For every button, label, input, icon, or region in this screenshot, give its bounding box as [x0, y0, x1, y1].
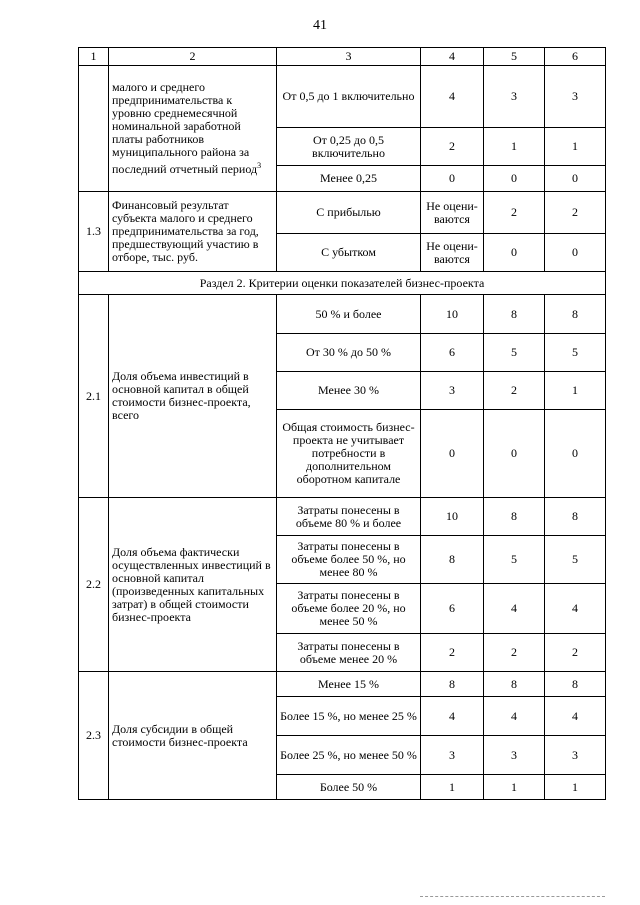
table-row	[79, 66, 606, 128]
score-cell: 2	[484, 192, 545, 234]
score-cell: 8	[545, 498, 606, 536]
condition-cell: Затраты понесены в объеме более 50 %, но менее 80 %	[277, 536, 421, 584]
condition-cell: Затраты понесены в объеме менее 20 %	[277, 634, 421, 672]
score-cell: 1	[545, 128, 606, 166]
section-row	[79, 272, 606, 295]
score-cell: 2	[545, 192, 606, 234]
footnote-mark: 3	[257, 161, 262, 170]
score-cell: 10	[421, 498, 484, 536]
score-cell: 3	[484, 736, 545, 775]
score-cell: 0	[421, 410, 484, 498]
condition-cell: 50 % и более	[277, 295, 421, 334]
score-cell: 6	[421, 334, 484, 372]
condition-cell: От 0,25 до 0,5 включительно	[277, 128, 421, 166]
condition-cell: Более 15 %, но менее 25 %	[277, 697, 421, 736]
page-number: 41	[313, 18, 327, 33]
score-cell: 0	[545, 410, 606, 498]
score-cell: 8	[545, 295, 606, 334]
condition-cell: Менее 0,25	[277, 166, 421, 192]
condition-cell: Более 50 %	[277, 775, 421, 800]
criterion-text: Финансовый результат субъекта малого и среднего предпринимательства за год, предшествующий участию в отборе, тыс. руб.	[109, 192, 277, 272]
criterion-text: Доля объема фактически осуществленных инвестиций в основной капитал (произведенных капитальных затрат) в общей стоимости бизнес-проекта	[109, 498, 277, 672]
score-cell: 2	[545, 634, 606, 672]
condition-cell: Более 25 %, но менее 50 %	[277, 736, 421, 775]
score-cell: 3	[545, 66, 606, 128]
score-cell: 4	[484, 697, 545, 736]
score-cell: 3	[545, 736, 606, 775]
header-cell: 6	[545, 48, 606, 66]
score-cell: 1	[484, 775, 545, 800]
condition-cell: От 0,5 до 1 включительно	[277, 66, 421, 128]
criterion-text: Доля субсидии в общей стоимости бизнес-проекта	[109, 672, 277, 800]
header-cell: 2	[109, 48, 277, 66]
score-cell: 8	[421, 536, 484, 584]
table-row	[79, 498, 606, 536]
score-cell: 5	[545, 536, 606, 584]
table-row	[79, 672, 606, 697]
score-cell: 8	[484, 672, 545, 697]
score-cell: 4	[421, 697, 484, 736]
score-cell: 1	[421, 775, 484, 800]
page-footer-rule	[420, 896, 605, 897]
table-header-row	[79, 48, 606, 66]
section-title: Раздел 2. Критерии оценки показателей бизнес-проекта	[79, 272, 606, 295]
score-cell: 1	[545, 372, 606, 410]
score-cell: 5	[484, 334, 545, 372]
header-cell: 4	[421, 48, 484, 66]
condition-cell: Менее 15 %	[277, 672, 421, 697]
criterion-number: 1.3	[79, 192, 109, 272]
score-cell: Не оцени-ваются	[421, 192, 484, 234]
score-cell: 0	[484, 410, 545, 498]
header-cell: 3	[277, 48, 421, 66]
score-cell: 1	[545, 775, 606, 800]
condition-cell: Затраты понесены в объеме более 20 %, но менее 50 %	[277, 584, 421, 634]
score-cell: 4	[545, 697, 606, 736]
condition-cell: Затраты понесены в объеме 80 % и более	[277, 498, 421, 536]
score-cell: 2	[484, 372, 545, 410]
criteria-table	[78, 47, 606, 800]
criterion-number: 2.2	[79, 498, 109, 672]
criterion-number: 2.3	[79, 672, 109, 800]
criterion-number: 2.1	[79, 295, 109, 498]
score-cell: 6	[421, 584, 484, 634]
score-cell: 8	[484, 498, 545, 536]
score-cell: 0	[421, 166, 484, 192]
condition-cell: Общая стоимость бизнес-проекта не учитывает потребности в дополнительном оборотном капитале	[277, 410, 421, 498]
score-cell: 0	[545, 166, 606, 192]
criterion-number	[79, 66, 109, 192]
criterion-text: малого и среднего предпринимательства к уровню среднемесячной номинальной заработной платы работников муниципального района за последний отчетный период$^3$	[109, 66, 277, 192]
condition-cell: Менее 30 %	[277, 372, 421, 410]
score-cell: 0	[484, 166, 545, 192]
condition-cell: С прибылью	[277, 192, 421, 234]
condition-cell: С убытком	[277, 234, 421, 272]
score-cell: 2	[421, 634, 484, 672]
condition-cell: От 30 % до 50 %	[277, 334, 421, 372]
score-cell: 3	[421, 736, 484, 775]
header-cell: 5	[484, 48, 545, 66]
criterion-text: Доля объема инвестиций в основной капитал в общей стоимости бизнес-проекта, всего	[109, 295, 277, 498]
score-cell: 4	[421, 66, 484, 128]
score-cell: 1	[484, 128, 545, 166]
score-cell: 2	[421, 128, 484, 166]
score-cell: 4	[484, 584, 545, 634]
score-cell: 0	[484, 234, 545, 272]
score-cell: Не оцени-ваются	[421, 234, 484, 272]
score-cell: 8	[421, 672, 484, 697]
score-cell: 5	[484, 536, 545, 584]
score-cell: 0	[545, 234, 606, 272]
score-cell: 8	[545, 672, 606, 697]
score-cell: 4	[545, 584, 606, 634]
score-cell: 8	[484, 295, 545, 334]
table-row	[79, 192, 606, 234]
table-row	[79, 295, 606, 334]
score-cell: 10	[421, 295, 484, 334]
score-cell: 3	[484, 66, 545, 128]
score-cell: 3	[421, 372, 484, 410]
header-cell: 1	[79, 48, 109, 66]
score-cell: 2	[484, 634, 545, 672]
score-cell: 5	[545, 334, 606, 372]
